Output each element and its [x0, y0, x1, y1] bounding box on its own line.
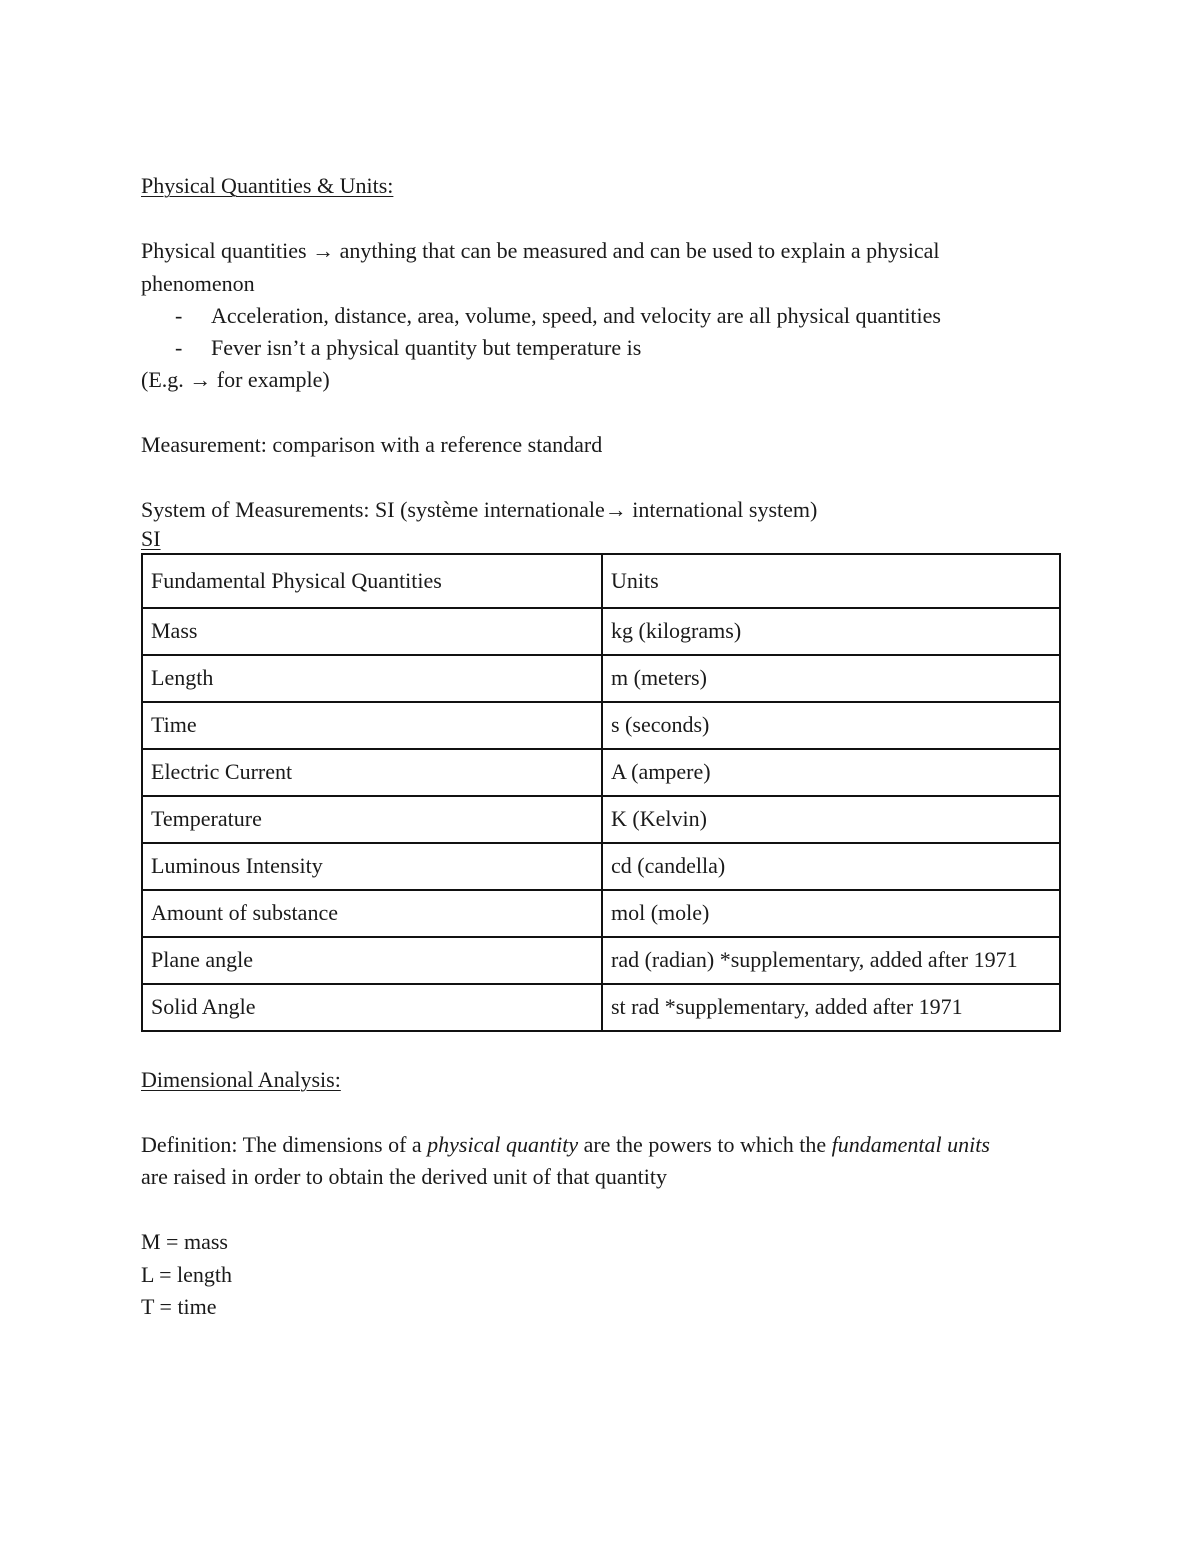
eg-line: (E.g. → for example)	[141, 367, 330, 392]
si-label: SI	[141, 525, 161, 551]
intro-line-continued: phenomenon	[141, 270, 255, 296]
document-page	[141, 170, 1061, 1324]
measurement-line: Measurement: comparison with a reference standard	[141, 432, 603, 457]
quantity-cell: Amount of substance	[142, 890, 602, 937]
quantity-cell: Temperature	[142, 796, 602, 843]
quantity-cell: Luminous Intensity	[142, 843, 602, 890]
table-row	[142, 749, 1060, 796]
system-line: System of Measurements: SI (système internationale→ international system)	[141, 497, 818, 522]
table-header-cell: Units	[602, 554, 1060, 608]
definition-emphasis: fundamental units	[831, 1131, 990, 1157]
table-header-row	[142, 554, 1060, 608]
unit-cell: mol (mole)	[602, 890, 1060, 937]
unit-cell: s (seconds)	[602, 702, 1060, 749]
bullet-item	[141, 300, 1061, 332]
quantity-cell: Solid Angle	[142, 984, 602, 1031]
table-row	[142, 796, 1060, 843]
table-row	[142, 890, 1060, 937]
unit-cell: cd (candella)	[602, 843, 1060, 890]
table-row	[142, 702, 1060, 749]
unit-cell: A (ampere)	[602, 749, 1060, 796]
definition-text: Definition: The dimensions of a	[141, 1131, 428, 1157]
bullet-dash: -	[175, 303, 183, 328]
unit-cell: kg (kilograms)	[602, 608, 1060, 655]
definition-line	[141, 1129, 1061, 1162]
quantity-cell: Mass	[142, 608, 602, 655]
dimension-item: L = length	[141, 1261, 233, 1287]
unit-cell: K (Kelvin)	[602, 796, 1060, 843]
bullet-dash: -	[175, 335, 183, 360]
table-header-cell: Fundamental Physical Quantities	[142, 554, 602, 608]
quantity-cell: Electric Current	[142, 749, 602, 796]
definition-text: are the powers to which the	[578, 1131, 832, 1157]
definition-line-continued: are raised in order to obtain the derived unit of that quantity	[141, 1164, 668, 1189]
quantity-cell: Plane angle	[142, 937, 602, 984]
bullet-item	[141, 332, 1061, 364]
table-row	[142, 655, 1060, 702]
table-row	[142, 843, 1060, 890]
table-row	[142, 608, 1060, 655]
heading-physical-quantities: Physical Quantities & Units:	[141, 173, 394, 198]
dimension-item: M = mass	[141, 1229, 228, 1254]
definition-emphasis: physical quantity	[427, 1131, 579, 1157]
intro-line: Physical quantities → anything that can be measured and can be used to explain a physical	[141, 238, 940, 263]
table-row	[142, 937, 1060, 984]
quantity-cell: Time	[142, 702, 602, 749]
si-units-table	[141, 553, 1061, 1032]
bullet-text: Acceleration, distance, area, volume, speed, and velocity are all physical quantities	[211, 303, 941, 328]
heading-dimensional-analysis: Dimensional Analysis:	[141, 1066, 341, 1092]
quantity-cell: Length	[142, 655, 602, 702]
unit-cell: st rad *supplementary, added after 1971	[602, 984, 1060, 1031]
unit-cell: rad (radian) *supplementary, added after 1971	[602, 937, 1060, 984]
bullet-text: Fever isn’t a physical quantity but temperature is	[211, 335, 642, 360]
unit-cell: m (meters)	[602, 655, 1060, 702]
table-row	[142, 984, 1060, 1031]
dimension-item: T = time	[141, 1294, 217, 1319]
